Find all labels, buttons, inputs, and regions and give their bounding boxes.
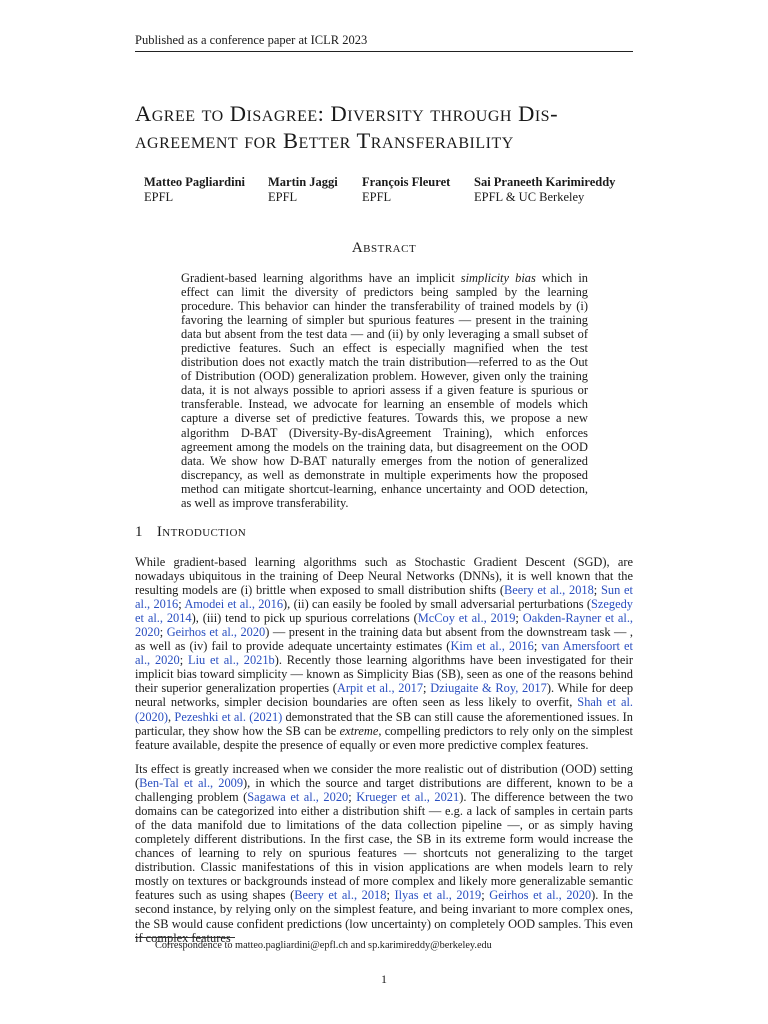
citation-link[interactable]: Geirhos et al., 2020 bbox=[166, 625, 266, 640]
text-span: ; bbox=[593, 583, 601, 598]
text-span: ; bbox=[348, 790, 357, 805]
text-span: , compelling predictors to rely only on the simplest feature available, despite the presence of equally or even more predictive complex features. bbox=[135, 723, 633, 752]
text-span: ), (ii) can easily be fooled by small adversarial perturbations ( bbox=[283, 597, 592, 612]
author-affiliation: EPFL bbox=[362, 190, 392, 204]
citation-link[interactable]: Krueger et al., 2021 bbox=[356, 790, 460, 805]
citation-link[interactable]: Sagawa et al., 2020 bbox=[247, 790, 349, 805]
citation-link[interactable]: Arpit et al., 2017 bbox=[336, 681, 424, 696]
text-span: ; bbox=[481, 888, 490, 903]
text-span: ) — present in the training data but absent from the downstream task — , as well as (iv) fail to provide adequate uncertainty estimates ( bbox=[135, 625, 633, 654]
intro-paragraph-2 bbox=[135, 762, 633, 945]
footnote-divider bbox=[135, 937, 235, 938]
citation-link[interactable]: McCoy et al., 2019 bbox=[417, 611, 516, 626]
text-span: ). The difference between the two domains can be categorized into either a distribution shift — e.g. a lack of samples in certain parts of the data manifold due to limitations of the data collection pipeline —, or as simply having completely different distributions. In the first case, the SB in its extreme form would increase the chances of learning to rely on spurious features — shortcuts not generalizing to the target distribution. Classic manifestations of this in vision applications are when models learn to rely mostly on textures or backgrounds instead of more complex and likely more generalizable semantic features such as using shapes ( bbox=[135, 790, 634, 903]
abstract-heading: Abstract bbox=[351, 240, 417, 256]
citation-link[interactable]: Sun et al., 2016 bbox=[135, 583, 633, 612]
text-span: ; bbox=[423, 681, 431, 696]
text-span: demonstrated that the SB can still cause the aforementioned issues. In particular, they show how the SB can be bbox=[135, 709, 634, 738]
abstract-text bbox=[181, 271, 588, 510]
running-header: Published as a conference paper at ICLR 2023 bbox=[135, 33, 633, 52]
section-title: Introduction bbox=[156, 524, 247, 540]
citation-link[interactable]: Ilyas et al., 2019 bbox=[394, 888, 482, 903]
citation-link[interactable]: Kim et al., 2016 bbox=[450, 639, 534, 654]
text-span: ). In the second instance, by relying only on the simplest feature, and being invariant to more complex ones, the SB would cause confident predictions (low uncertainty) on completely OOD samples. This even if complex features bbox=[135, 888, 633, 945]
citation-link[interactable]: Liu et al., 2021b bbox=[188, 653, 275, 668]
author-4 bbox=[474, 175, 615, 205]
citation-link[interactable]: Ben-Tal et al., 2009 bbox=[139, 776, 244, 791]
citation-link[interactable]: Szegedy et al., 2014 bbox=[135, 597, 633, 626]
text-span: , bbox=[168, 709, 175, 724]
citation-link[interactable]: Amodei et al., 2016 bbox=[184, 597, 284, 612]
text-span: ; bbox=[159, 625, 167, 640]
section-number: 1 bbox=[135, 524, 143, 540]
citation-link[interactable]: Oakden-Rayner et al., 2020 bbox=[135, 611, 634, 640]
citation-link[interactable]: Beery et al., 2018 bbox=[294, 888, 387, 903]
abstract-emphasis: simplicity bias bbox=[460, 271, 536, 285]
title-line-1: Agree to Disagree: Diversity through Dis- bbox=[135, 101, 559, 126]
text-span: ). Recently those learning algorithms have been investigated for their implicit bias toward simplicity — known as Simplicity Bias (SB), seen as one of the reasons behind their superior generalization properties ( bbox=[135, 653, 633, 696]
page-number: 1 bbox=[381, 972, 387, 986]
citation-link[interactable]: Beery et al., 2018 bbox=[504, 583, 594, 598]
text-span: ; bbox=[178, 597, 185, 612]
author-1 bbox=[144, 175, 245, 205]
intro-paragraph-1 bbox=[135, 555, 633, 752]
text-span: Its effect is greatly increased when we consider the more realistic out of distribution (OOD) setting ( bbox=[135, 762, 633, 791]
text-span: ; bbox=[533, 639, 542, 654]
citation-link[interactable]: Dziugaite & Roy, 2017 bbox=[430, 681, 547, 696]
footnote: Correspondence to matteo.pagliardini@epfl.ch and sp.karimireddy@berkeley.edu bbox=[155, 940, 492, 951]
paper-title bbox=[135, 100, 640, 154]
text-span: ), in which the source and target distributions are different, known to be a challenging problem ( bbox=[135, 776, 633, 805]
title-line-2: agreement for Better Transferability bbox=[135, 128, 514, 153]
author-name: Martin Jaggi bbox=[268, 175, 338, 189]
text-span: ; bbox=[515, 611, 523, 626]
abstract-span: which in effect can limit the diversity of predictors being sampled by the learning procedure. This behavior can hinder the transferability of trained models by (i) favoring the learning of simpler but spurious features — present in the training data but absent from the test data — and (ii) by only leveraging a small subset of predictive features. Such an effect is especially magnified when the test distribution does not exactly match the train distribution—referred to as the Out of Distribution (OOD) generalization problem. However, given only the training data, it is not always possible to apriori assess if a given feature is spurious or transferable. Instead, we advocate for learning an ensemble of models which capture a diverse set of predictive features. Towards this, we propose a new algorithm D-BAT (Diversity-By-disAgreement Training), which enforces agreement among the models on the training data, but disagreement on the OOD data. We show how D-BAT naturally emerges from the notion of generalized discrepancy, as well as demonstrate in multiple experiments how the proposed method can mitigate shortcut-learning, enhance uncertainty and OOD detection, as well as improve transferability. bbox=[181, 271, 588, 510]
emphasis: extreme bbox=[339, 723, 379, 738]
text-span: ). While for deep neural networks, simpler decision boundaries are often seen as less likely to overfit, bbox=[135, 681, 634, 710]
citation-link[interactable]: Shah et al. (2020) bbox=[135, 695, 633, 724]
author-affiliation: EPFL & UC Berkeley bbox=[474, 190, 585, 204]
abstract-span: Gradient-based learning algorithms have an implicit bbox=[181, 271, 461, 285]
citation-link[interactable]: van Amersfoort et al., 2020 bbox=[135, 639, 634, 668]
author-name: Sai Praneeth Karimireddy bbox=[474, 175, 616, 189]
text-span: ), (iii) tend to pick up spurious correlations ( bbox=[191, 611, 418, 626]
text-span: ; bbox=[386, 888, 395, 903]
author-name: François Fleuret bbox=[362, 175, 451, 189]
author-affiliation: EPFL bbox=[268, 190, 298, 204]
text-span: While gradient-based learning algorithms such as Stochastic Gradient Descent (SGD), are nowadays ubiquitous in the training of Deep Neural Networks (DNNs), it is well known that the resulting models are (i) brittle when exposed to small distribution shifts ( bbox=[135, 555, 633, 598]
citation-link[interactable]: Geirhos et al., 2020 bbox=[489, 888, 592, 903]
author-3 bbox=[362, 175, 450, 205]
citation-link[interactable]: Pezeshki et al. (2021) bbox=[174, 709, 283, 724]
author-2 bbox=[268, 175, 338, 205]
author-affiliation: EPFL bbox=[144, 190, 174, 204]
section-heading-introduction bbox=[135, 524, 246, 541]
text-span: ; bbox=[179, 653, 189, 668]
author-name: Matteo Pagliardini bbox=[144, 175, 246, 189]
